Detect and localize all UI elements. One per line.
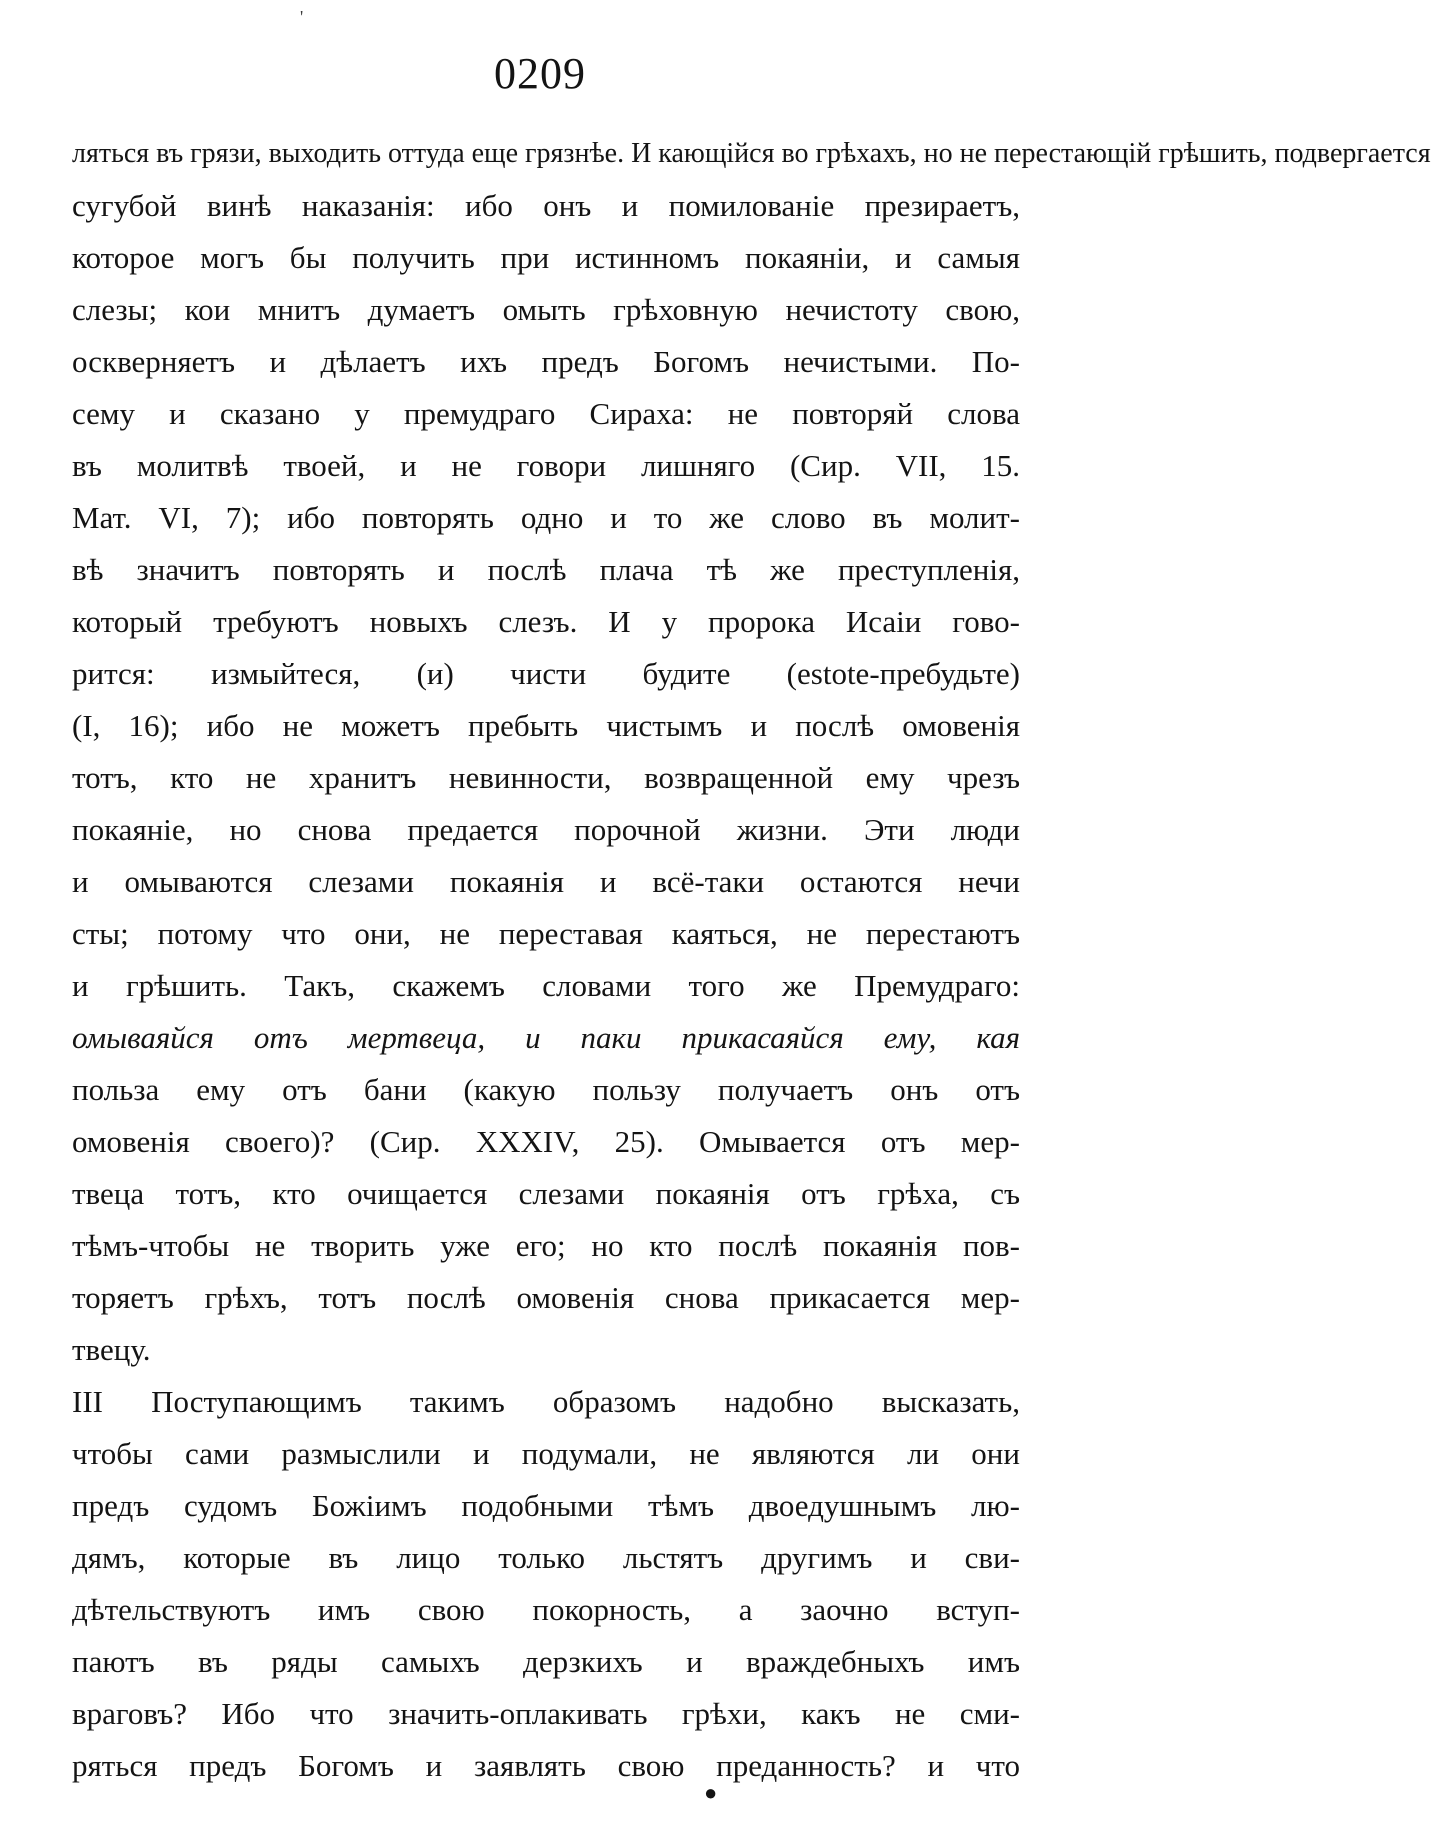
text-line: сты; потому что они, не переставая каяться, не перестаютъ <box>72 916 1020 951</box>
corner-mark: ' <box>300 7 304 27</box>
text-line: сему и сказано у премудраго Сираха: не повторяй слова <box>72 396 1020 431</box>
text-line: и грѣшить. Такъ, скажемъ словами того же Премудраго: <box>72 968 1020 1003</box>
body-text <box>72 128 1431 1792</box>
text-line: омываяйся отъ мертвеца, и паки прикасаяйся ему, кая <box>72 1020 1020 1055</box>
text-line: паютъ въ ряды самыхъ дерзкихъ и враждебныхъ имъ <box>72 1644 1020 1679</box>
text-line: покаяніе, но снова предается порочной жизни. Эти люди <box>72 812 1020 847</box>
text-line: вѣ значитъ повторять и послѣ плача тѣ же преступленія, <box>72 552 1020 587</box>
text-line: тотъ, кто не хранитъ невинности, возвращенной ему чрезъ <box>72 760 1020 795</box>
text-line: оскверняетъ и дѣлаетъ ихъ предъ Богомъ нечистыми. По- <box>72 344 1020 379</box>
text-line: дямъ, которые въ лицо только льстятъ другимъ и сви- <box>72 1540 1020 1575</box>
text-line: торяетъ грѣхъ, тотъ послѣ омовенія снова прикасается мер- <box>72 1280 1020 1315</box>
text-line: рится: измыйтеся, (и) чисти будите (estote-пребудьте) <box>72 656 1020 691</box>
text-line: польза ему отъ бани (какую пользу получаетъ онъ отъ <box>72 1072 1020 1107</box>
text-line: Мат. VI, 7); ибо повторять одно и то же слово въ молит- <box>72 500 1020 535</box>
text-line: который требуютъ новыхъ слезъ. И у пророка Исаіи гово- <box>72 604 1020 639</box>
text-line: въ молитвѣ твоей, и не говори лишняго (Сир. VII, 15. <box>72 448 1020 483</box>
text-line: и омываются слезами покаянія и всё-таки остаются нечи <box>72 864 1020 899</box>
text-line: дѣтельствуютъ имъ свою покорность, а заочно вступ- <box>72 1592 1020 1627</box>
text-line: твеца тотъ, кто очищается слезами покаянія отъ грѣха, съ <box>72 1176 1020 1211</box>
text-line: III Поступающимъ такимъ образомъ надобно высказать, <box>72 1384 1020 1419</box>
text-line: ляться въ грязи, выходить оттуда еще грязнѣе. И кающійся во грѣхахъ, но не перестающій грѣшить, подвергается <box>72 138 1431 169</box>
text-line: (I, 16); ибо не можетъ пребыть чистымъ и послѣ омовенія <box>72 708 1020 743</box>
text-line: тѣмъ-чтобы не творить уже его; но кто послѣ покаянія пов- <box>72 1228 1020 1263</box>
text-line: твецу. <box>72 1332 151 1367</box>
text-line: сугубой винѣ наказанія: ибо онъ и помилованіе презираетъ, <box>72 188 1020 223</box>
text-line: которое могъ бы получить при истинномъ покаяніи, и самыя <box>72 240 1020 275</box>
bottom-ink-mark: ● <box>704 1780 718 1805</box>
text-line: слезы; кои мнитъ думаетъ омыть грѣховную нечистоту свою, <box>72 292 1020 327</box>
text-line: омовенія своего)? (Сир. XXXIV, 25). Омывается отъ мер- <box>72 1124 1020 1159</box>
text-line: предъ судомъ Божіимъ подобными тѣмъ двоедушнымъ лю- <box>72 1488 1020 1523</box>
text-line: враговъ? Ибо что значить-оплакивать грѣхи, какъ не сми- <box>72 1696 1020 1731</box>
text-line: ряться предъ Богомъ и заявлять свою преданность? и что <box>72 1748 1020 1783</box>
page-number: 0209 <box>494 49 586 98</box>
text-line: чтобы сами размыслили и подумали, не являются ли они <box>72 1436 1020 1471</box>
